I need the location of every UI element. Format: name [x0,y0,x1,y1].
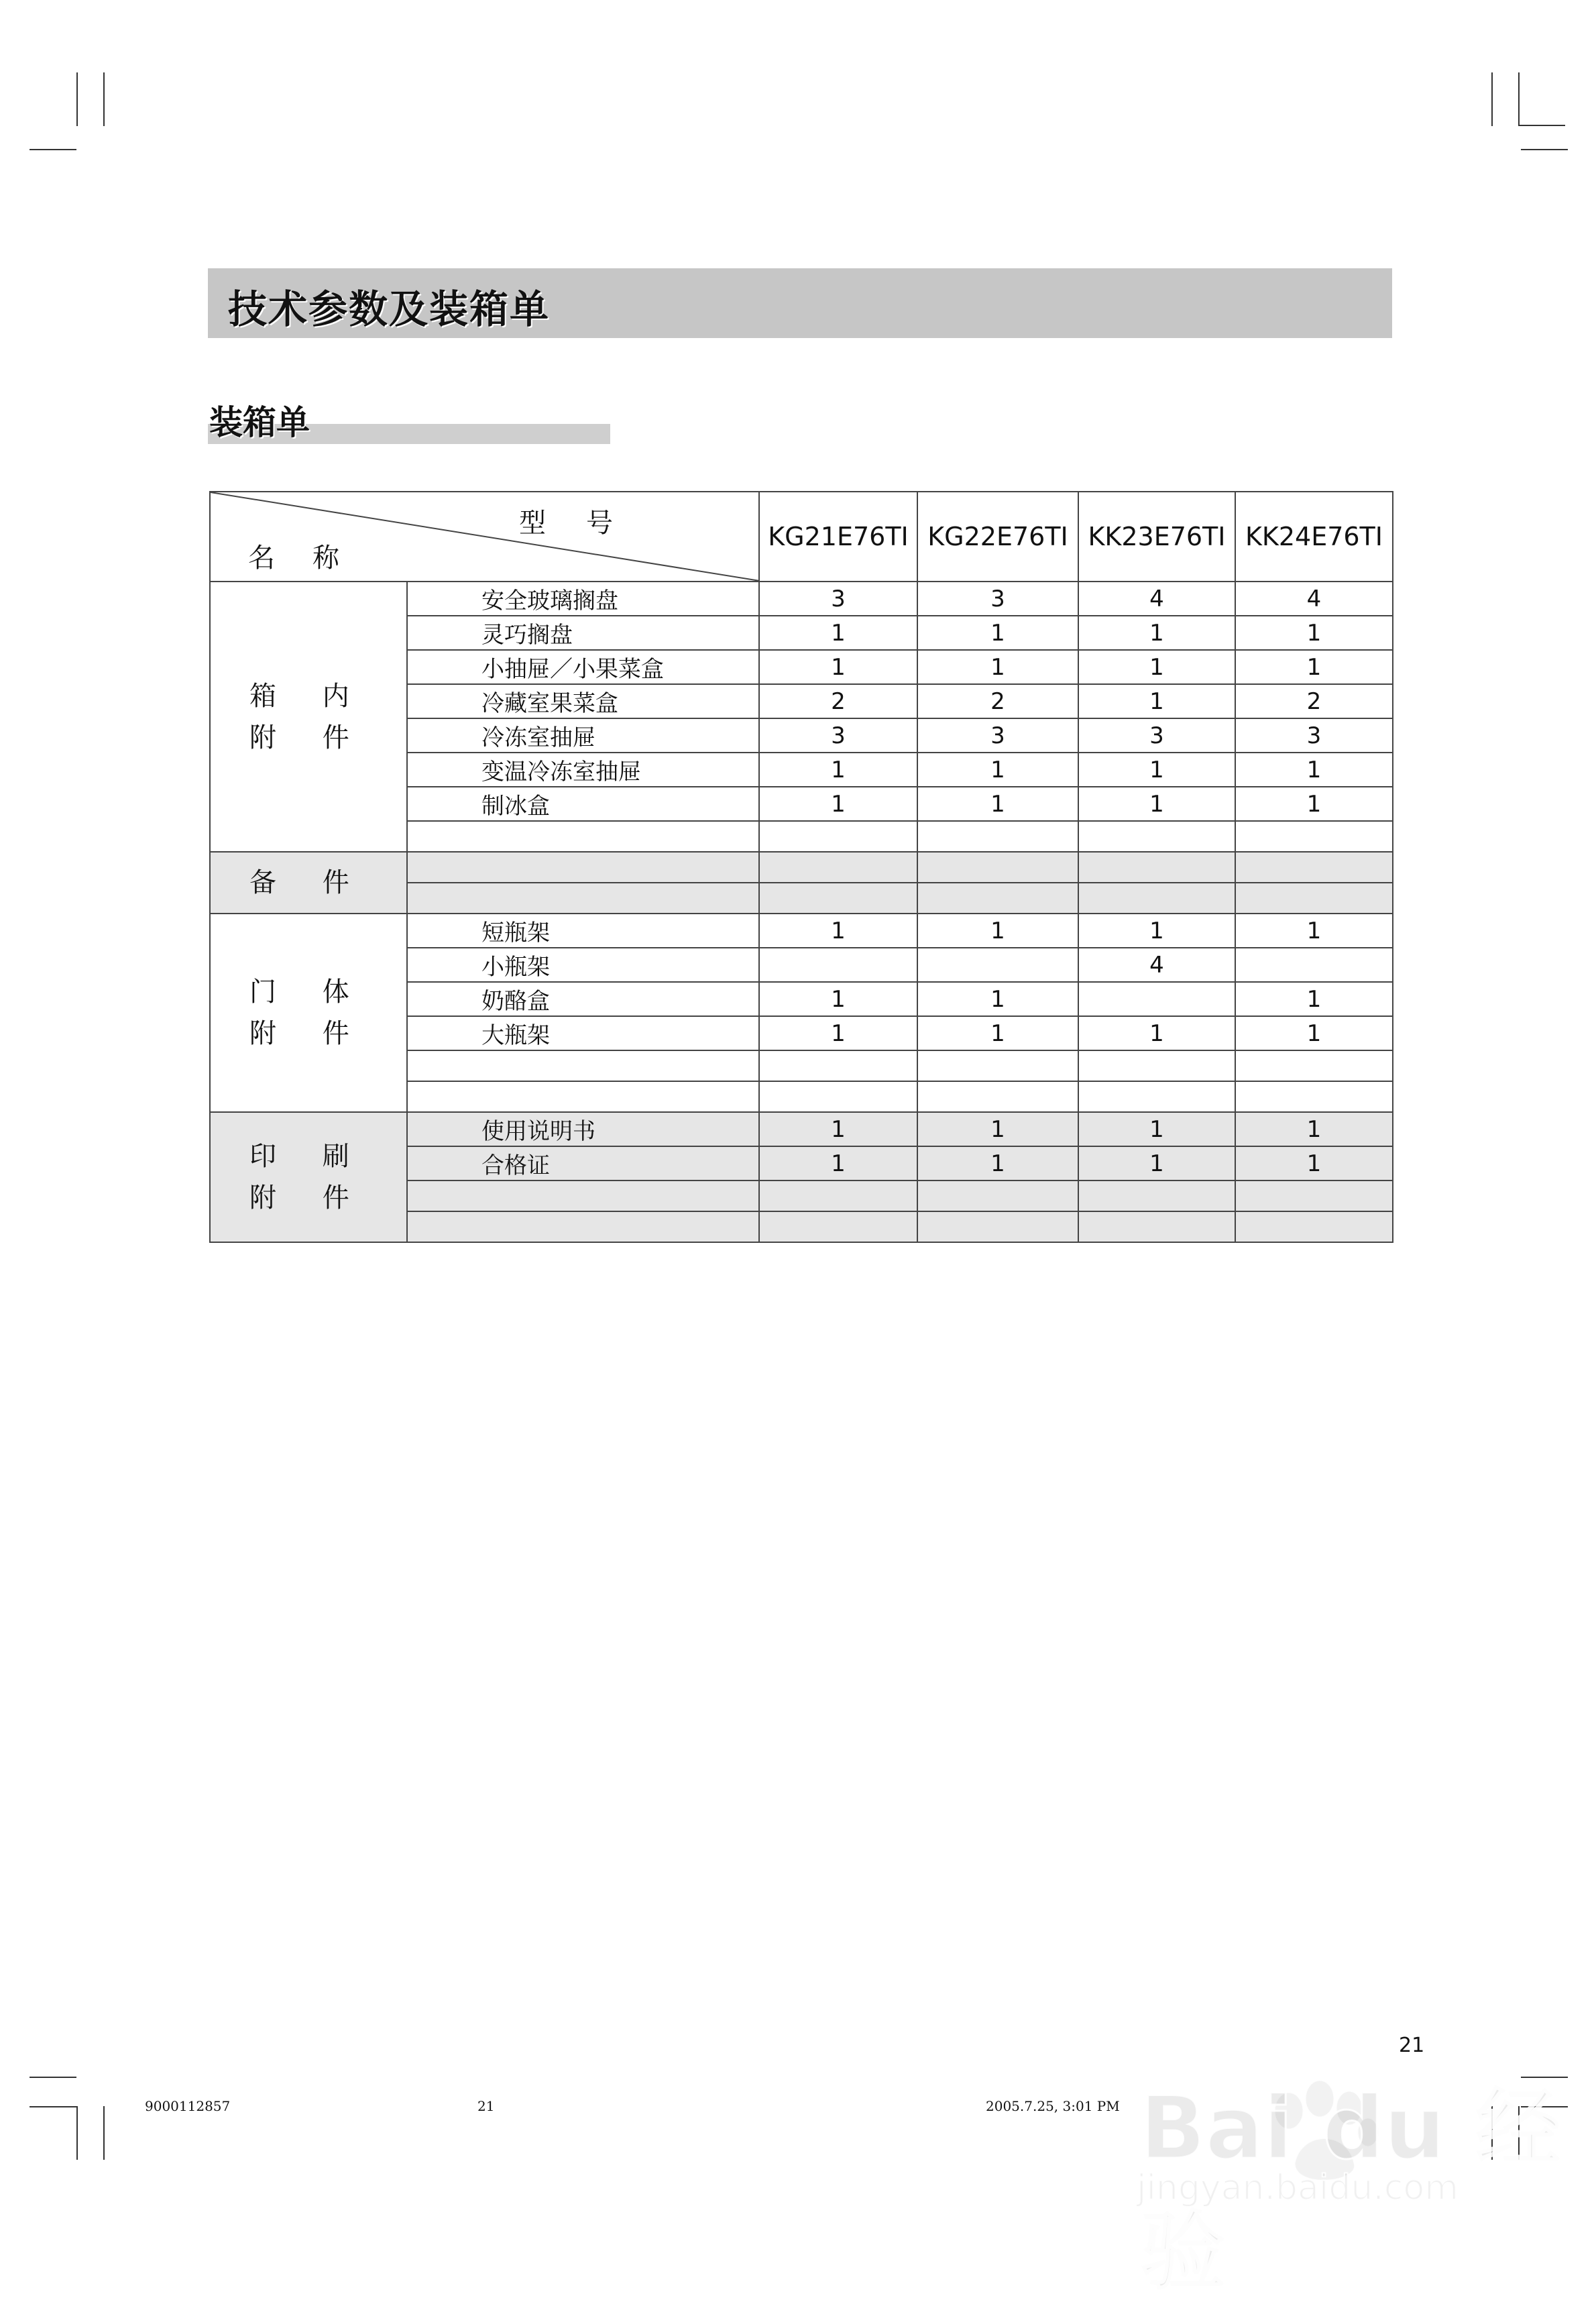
quantity-cell: 1 [917,982,1078,1016]
quantity-cell: 1 [917,1112,1078,1146]
model-header: KG21E76TI [759,492,917,582]
item-name: 制冰盒 [407,787,759,821]
watermark-brand: Bai du 经验 [1140,2079,1561,2302]
quantity-cell [917,1181,1078,1211]
item-name: 安全玻璃搁盘 [407,582,759,616]
crop-mark [76,2106,78,2160]
quantity-cell: 1 [1235,1146,1393,1181]
footer-page: 21 [477,2098,495,2114]
quantity-cell: 1 [759,982,917,1016]
category-cell [210,582,407,852]
quantity-cell [1078,1181,1235,1211]
item-name: 短瓶架 [407,914,759,948]
quantity-cell [917,821,1078,852]
quantity-cell: 1 [759,616,917,650]
quantity-cell: 3 [1078,718,1235,753]
quantity-cell: 1 [1235,914,1393,948]
section-header [208,268,1392,338]
item-name [407,1081,759,1112]
category-cell [210,852,407,914]
quantity-cell: 1 [759,1112,917,1146]
quantity-cell [759,1181,917,1211]
quantity-cell: 1 [1235,650,1393,684]
crop-mark [103,72,105,126]
quantity-cell [1078,883,1235,914]
subsection-title: 装箱单 [209,403,310,442]
item-name [407,1211,759,1242]
quantity-cell: 2 [759,684,917,718]
quantity-cell [1235,948,1393,982]
quantity-cell: 1 [1235,982,1393,1016]
quantity-cell: 1 [759,1146,917,1181]
category-cell [210,914,407,1112]
item-name [407,852,759,883]
crop-mark [103,2106,105,2160]
category-label: 门 体 [249,977,349,1007]
crop-mark [1518,72,1520,126]
quantity-cell: 1 [917,753,1078,787]
section-title: 技术参数及装箱单 [228,286,551,332]
quantity-cell: 3 [759,718,917,753]
category-label: 备 件 [249,867,349,898]
quantity-cell [759,821,917,852]
model-header: KK24E76TI [1235,492,1393,582]
quantity-cell: 1 [1078,787,1235,821]
crop-mark [1518,125,1565,126]
crop-mark [1491,72,1493,126]
table-row [210,914,1393,948]
quantity-cell: 4 [1235,582,1393,616]
item-name: 变温冷冻室抽屉 [407,753,759,787]
quantity-cell [1078,1081,1235,1112]
footer-timestamp: 2005.7.25, 3:01 PM [986,2098,1120,2114]
item-name: 奶酪盒 [407,982,759,1016]
quantity-cell: 1 [1078,616,1235,650]
quantity-cell [1078,982,1235,1016]
item-name [407,883,759,914]
item-name: 小瓶架 [407,948,759,982]
quantity-cell [1078,1050,1235,1081]
quantity-cell [759,1050,917,1081]
quantity-cell [1078,852,1235,883]
quantity-cell [1078,1211,1235,1242]
quantity-cell [1235,1181,1393,1211]
packing-list-table [209,491,1393,1243]
quantity-cell [917,1211,1078,1242]
table-row [210,852,1393,883]
quantity-cell: 1 [759,914,917,948]
header-model-label: 型号 [519,508,653,539]
quantity-cell [1235,1081,1393,1112]
quantity-cell: 1 [917,650,1078,684]
quantity-cell: 1 [1235,787,1393,821]
quantity-cell [917,1050,1078,1081]
quantity-cell [917,852,1078,883]
quantity-cell [1235,821,1393,852]
quantity-cell [759,948,917,982]
item-name: 小抽屉／小果菜盒 [407,650,759,684]
quantity-cell: 1 [917,1016,1078,1050]
quantity-cell: 1 [759,1016,917,1050]
quantity-cell [759,1081,917,1112]
quantity-cell [1235,883,1393,914]
quantity-cell: 3 [917,582,1078,616]
quantity-cell: 1 [1078,650,1235,684]
crop-mark [1521,149,1568,150]
item-name [407,821,759,852]
quantity-cell: 1 [1078,1112,1235,1146]
quantity-cell: 3 [1235,718,1393,753]
quantity-cell: 1 [759,787,917,821]
item-name: 使用说明书 [407,1112,759,1146]
item-name [407,1050,759,1081]
quantity-cell: 1 [1078,1016,1235,1050]
quantity-cell: 1 [1235,616,1393,650]
quantity-cell [917,948,1078,982]
crop-mark [30,2106,76,2107]
model-header: KG22E76TI [917,492,1078,582]
quantity-cell [1078,821,1235,852]
quantity-cell: 1 [1235,1016,1393,1050]
quantity-cell: 1 [917,787,1078,821]
header-name-label: 名称 [248,543,377,573]
page-number: 21 [1399,2034,1425,2057]
item-name: 大瓶架 [407,1016,759,1050]
category-label: 印 刷 [249,1141,349,1172]
quantity-cell: 1 [917,616,1078,650]
table-header-row [210,492,1393,582]
quantity-cell: 1 [759,753,917,787]
quantity-cell [1235,1050,1393,1081]
quantity-cell: 3 [917,718,1078,753]
model-header: KK23E76TI [1078,492,1235,582]
item-name: 冷藏室果菜盒 [407,684,759,718]
category-label: 附 件 [249,1018,349,1049]
quantity-cell: 2 [917,684,1078,718]
item-name: 灵巧搁盘 [407,616,759,650]
quantity-cell: 1 [1078,914,1235,948]
quantity-cell [917,1081,1078,1112]
corner-header-cell [210,492,759,582]
watermark-url: jingyan.baidu.com [1137,2168,1459,2208]
quantity-cell: 1 [1078,684,1235,718]
quantity-cell: 1 [1235,753,1393,787]
quantity-cell: 1 [1078,1146,1235,1181]
quantity-cell [759,883,917,914]
crop-mark [30,149,76,150]
quantity-cell [759,852,917,883]
quantity-cell [1235,1211,1393,1242]
category-label: 箱 内 [249,680,349,712]
table-row [210,1112,1393,1146]
quantity-cell: 1 [759,650,917,684]
quantity-cell: 2 [1235,684,1393,718]
table-row [210,582,1393,616]
quantity-cell: 1 [917,1146,1078,1181]
category-label: 附 件 [249,1183,349,1213]
quantity-cell: 4 [1078,948,1235,982]
quantity-cell [759,1211,917,1242]
item-name [407,1181,759,1211]
quantity-cell: 1 [1235,1112,1393,1146]
footer-doc-code: 9000112857 [145,2098,231,2114]
quantity-cell: 1 [1078,753,1235,787]
category-label: 附 件 [249,722,349,753]
crop-mark [76,72,78,126]
category-cell [210,1112,407,1242]
item-name: 冷冻室抽屉 [407,718,759,753]
crop-mark [30,2077,76,2078]
quantity-cell: 3 [759,582,917,616]
quantity-cell: 4 [1078,582,1235,616]
quantity-cell [1235,852,1393,883]
quantity-cell: 1 [917,914,1078,948]
quantity-cell [917,883,1078,914]
item-name: 合格证 [407,1146,759,1181]
